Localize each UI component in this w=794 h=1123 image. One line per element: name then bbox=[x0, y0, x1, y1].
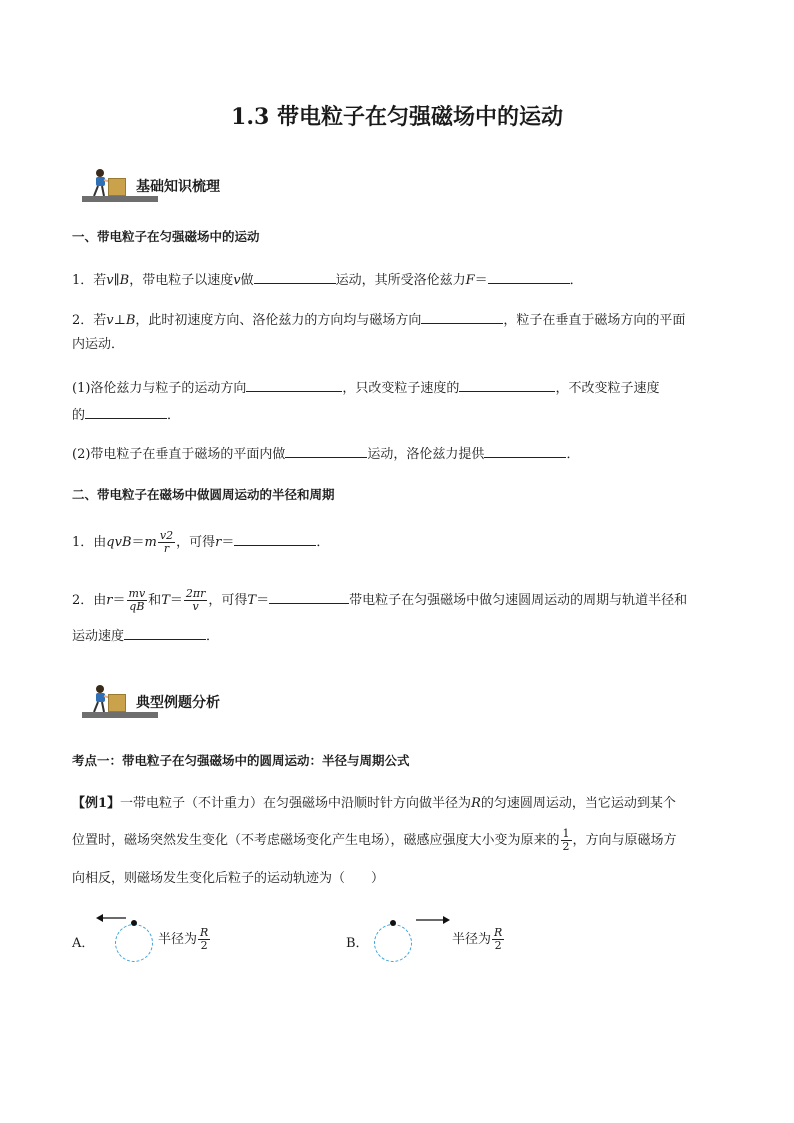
fraction: $\frac{mv}{qB}$ bbox=[128, 587, 146, 613]
blank[interactable] bbox=[246, 377, 342, 392]
fraction: $\frac{v2}{r}$ bbox=[159, 529, 174, 555]
fraction: $\frac{1}{2}$ bbox=[562, 827, 570, 853]
part1-item2-cont: 内运动． bbox=[72, 337, 125, 352]
example-line1: 【例1】一带电粒子（不计重力）在匀强磁场中沿顺时针方向做半径为R的匀速圆周运动，当它运动到某个 bbox=[72, 796, 676, 811]
left-arrow-icon bbox=[96, 912, 126, 924]
blank[interactable] bbox=[421, 309, 503, 324]
section-title: 典型例题分析 bbox=[136, 695, 220, 711]
part1-item2: 2．若v⊥B，此时初速度方向、洛伦兹力的方向均与磁场方向 ，粒子在垂直于磁场方向的平面 bbox=[72, 309, 722, 331]
example-line2: 位置时，磁场突然发生变化（不考虑磁场变化产生电场），磁感应强度大小变为原来的 $\frac{1}{2}$ ，方向与原磁场方 bbox=[72, 827, 677, 853]
part2-formula2-cont: 运动速度 ． bbox=[72, 625, 722, 647]
box-icon bbox=[108, 694, 126, 712]
box-icon bbox=[108, 178, 126, 196]
fraction: $\frac{2\pi r}{v}$ bbox=[185, 587, 206, 613]
blank[interactable] bbox=[269, 589, 349, 604]
floor-bar bbox=[82, 712, 158, 718]
blank[interactable] bbox=[488, 269, 570, 284]
topic-heading: 考点一：带电粒子在匀强磁场中的圆周运动：半径与周期公式 bbox=[72, 753, 410, 768]
trajectory-circle bbox=[374, 924, 412, 962]
right-arrow-icon bbox=[416, 914, 450, 926]
blank[interactable] bbox=[124, 625, 206, 640]
blank[interactable] bbox=[459, 377, 555, 392]
section-title: 基础知识梳理 bbox=[136, 179, 220, 195]
page-title: 1.3 带电粒子在匀强磁场中的运动 bbox=[231, 104, 563, 130]
part1-item1: 1．若v∥B，带电粒子以速度v做 运动，其所受洛伦兹力F＝ ． bbox=[72, 269, 722, 291]
option-a-letter[interactable]: A． bbox=[72, 936, 95, 951]
trajectory-circle bbox=[115, 924, 153, 962]
example-line3: 向相反，则磁场发生变化后粒子的运动轨迹为（ ） bbox=[72, 871, 385, 886]
part2-formula1: 1．由qvB＝m $\frac{v2}{r}$ ，可得r＝ ． bbox=[72, 529, 330, 555]
option-b-letter[interactable]: B． bbox=[346, 936, 369, 951]
part2-heading: 二、带电粒子在磁场中做圆周运动的半径和周期 bbox=[72, 487, 335, 502]
part1-item3: (1)洛伦兹力与粒子的运动方向 ，只改变粒子速度的 ，不改变粒子速度 bbox=[72, 377, 722, 399]
part1-item3-cont: 的 ． bbox=[72, 404, 722, 426]
part1-item4: (2)带电粒子在垂直于磁场的平面内做 运动，洛伦兹力提供 ． bbox=[72, 443, 722, 465]
particle-dot bbox=[131, 920, 137, 926]
option-a-label: 半径为 $\frac{R}{2}$ bbox=[158, 926, 209, 952]
floor-bar bbox=[82, 196, 158, 202]
particle-dot bbox=[390, 920, 396, 926]
part1-heading: 一、带电粒子在匀强磁场中的运动 bbox=[72, 229, 260, 244]
fraction: $\frac{R}{2}$ bbox=[494, 926, 503, 952]
blank[interactable] bbox=[254, 269, 336, 284]
blank[interactable] bbox=[85, 404, 167, 419]
blank[interactable] bbox=[484, 443, 566, 458]
blank[interactable] bbox=[285, 443, 367, 458]
option-b-label: 半径为 $\frac{R}{2}$ bbox=[452, 926, 503, 952]
blank[interactable] bbox=[234, 531, 316, 546]
fraction: $\frac{R}{2}$ bbox=[200, 926, 209, 952]
part2-formula2: 2．由r＝ $\frac{mv}{qB}$ 和T＝ $\frac{2\pi r}{v}$ ，可得T＝ 带电粒子在匀强磁场中做匀速圆周运动的周期与轨道半径和 bbox=[72, 587, 688, 613]
